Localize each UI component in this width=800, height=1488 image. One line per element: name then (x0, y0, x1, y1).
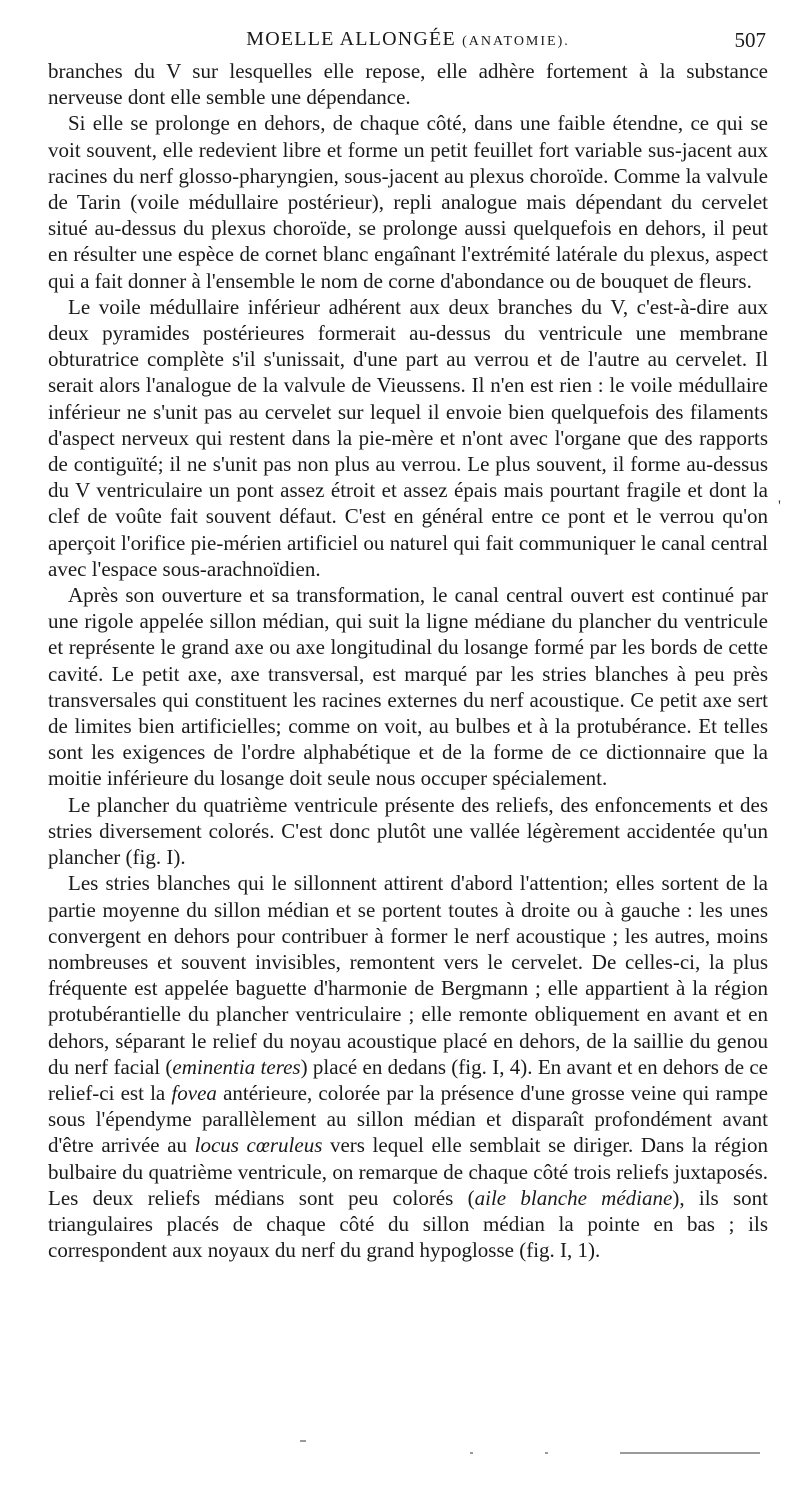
footer-specks (0, 1440, 800, 1470)
body-text (48, 58, 768, 1263)
page (48, 28, 768, 1263)
speck (545, 1452, 548, 1454)
paragraph: Les stries blanches qui le sillonnent attirent d'abord l'attention; elles sortent de la partie moyenne du sillon médian et se portent toutes à droite ou à gauche : les unes convergent en dehors pour contribuer à former le nerf acoustique ; les autres, moins nombreuses et souvent invisibles, remontent vers le cervelet. De celles-ci, la plus fréquente est appelée baguette d'harmonie de Bergmann ; elle appartient à la région protubérantielle du plancher ventriculaire ; elle remonte obliquement en avant et en dehors, séparant le relief du noyau acoustique placé en dehors, de la saillie du genou du nerf facial (eminentia teres) placé en dedans (fig. I, 4). En avant et en dehors de ce relief-ci est la fovea antérieure, colorée par la présence d'une grosse veine qui rampe sous l'épendyme parallèlement au sillon médian et disparaît profondément avant d'être arrivée au locus cœruleus vers lequel elle semblait se diriger. Dans la région bulbaire du quatrième ventricule, on remarque de chaque côté trois reliefs juxtaposés. Les deux reliefs médians sont peu colorés (aile blanche médiane), ils sont triangulaires placés de chaque côté du sillon médian la pointe en bas ; ils correspondent aux noyaux du nerf du grand hypoglosse (fig. I, 1). (48, 871, 769, 1263)
speck (470, 1452, 473, 1454)
speck (620, 1452, 760, 1454)
paragraph: branches du V sur lesquelles elle repose, elle adhère fortement à la substance nerveuse dont elle semble une dépendance. (48, 59, 768, 110)
running-head (48, 28, 768, 58)
running-title-line (48, 28, 768, 51)
paragraph: Après son ouverture et sa transformation, le canal central ouvert est continué par une rigole appelée sillon médian, qui suit la ligne médiane du plancher du ventricule et représente le grand axe ou axe longitudinal du losange formé par les bords de cette cavité. Le petit axe, axe transversal, est marqué par les stries blanches à peu près transversales qui constituent les racines externes du nerf acoustique. Ce petit axe sert de limites bien artificielles; comme on voit, au bulbes et à la protubérance. Et telles sont les exigences de l'ordre alphabétique et de la forme de ce dictionnaire que la moitie inférieure du losange doit seule nous occuper spécialement. (48, 583, 768, 791)
paragraph: Le voile médullaire inférieur adhérent aux deux branches du V, c'est-à-dire aux deux pyramides postérieures formerait au-dessus du ventricule une membrane obturatrice complète s'il s'unissait, d'une part au verrou et de l'autre au cervelet. Il serait alors l'analogue de la valvule de Vieussens. Il n'en est rien : le voile médullaire inférieur ne s'unit pas au cervelet sur lequel il envoie bien quelquefois des filaments d'aspect nerveux qui restent dans la pie-mère et n'ont avec l'organe que des rapports de contiguïté; il ne s'unit pas non plus au verrou. Le plus souvent, il forme au-dessus du V ventriculaire un pont assez étroit et assez épais mais pourtant fragile et dont la clef de voûte fait souvent défaut. C'est en général entre ce pont et le verrou qu'on aperçoit l'orifice pie-mérien artificiel ou naturel qui fait communiquer le canal central avec l'espace sous-arachnoïdien. (48, 294, 768, 581)
paragraph: Le plancher du quatrième ventricule présente des reliefs, des enfoncements et des stries diversement colorés. C'est donc plutôt une vallée légèrement accidentée qu'un plancher (fig. I). (48, 792, 768, 870)
margin-mark: ' (778, 498, 781, 515)
running-title: MOELLE ALLONGÉE (246, 28, 456, 50)
page-number: 507 (734, 28, 766, 52)
paragraph: Si elle se prolonge en dehors, de chaque côté, dans une faible étendne, ce qui se voit souvent, elle redevient libre et forme un petit feuillet fort variable sus-jacent aux racines du nerf glosso-pharyngien, sous-jacent au plexus choroïde. Comme la valvule de Tarin (voile médullaire postérieur), repli analogue mais dépendant du cervelet situé au-dessus du plexus choroïde, se prolonge aussi quelquefois en dehors, il peut en résulter une espèce de cornet blanc engaînant l'extrémité latérale du plexus, aspect qui a fait donner à l'ensemble le nom de corne d'abondance ou de bouquet de fleurs. (48, 111, 768, 293)
speck (300, 1440, 306, 1442)
running-subtitle: (ANATOMIE). (462, 34, 570, 49)
